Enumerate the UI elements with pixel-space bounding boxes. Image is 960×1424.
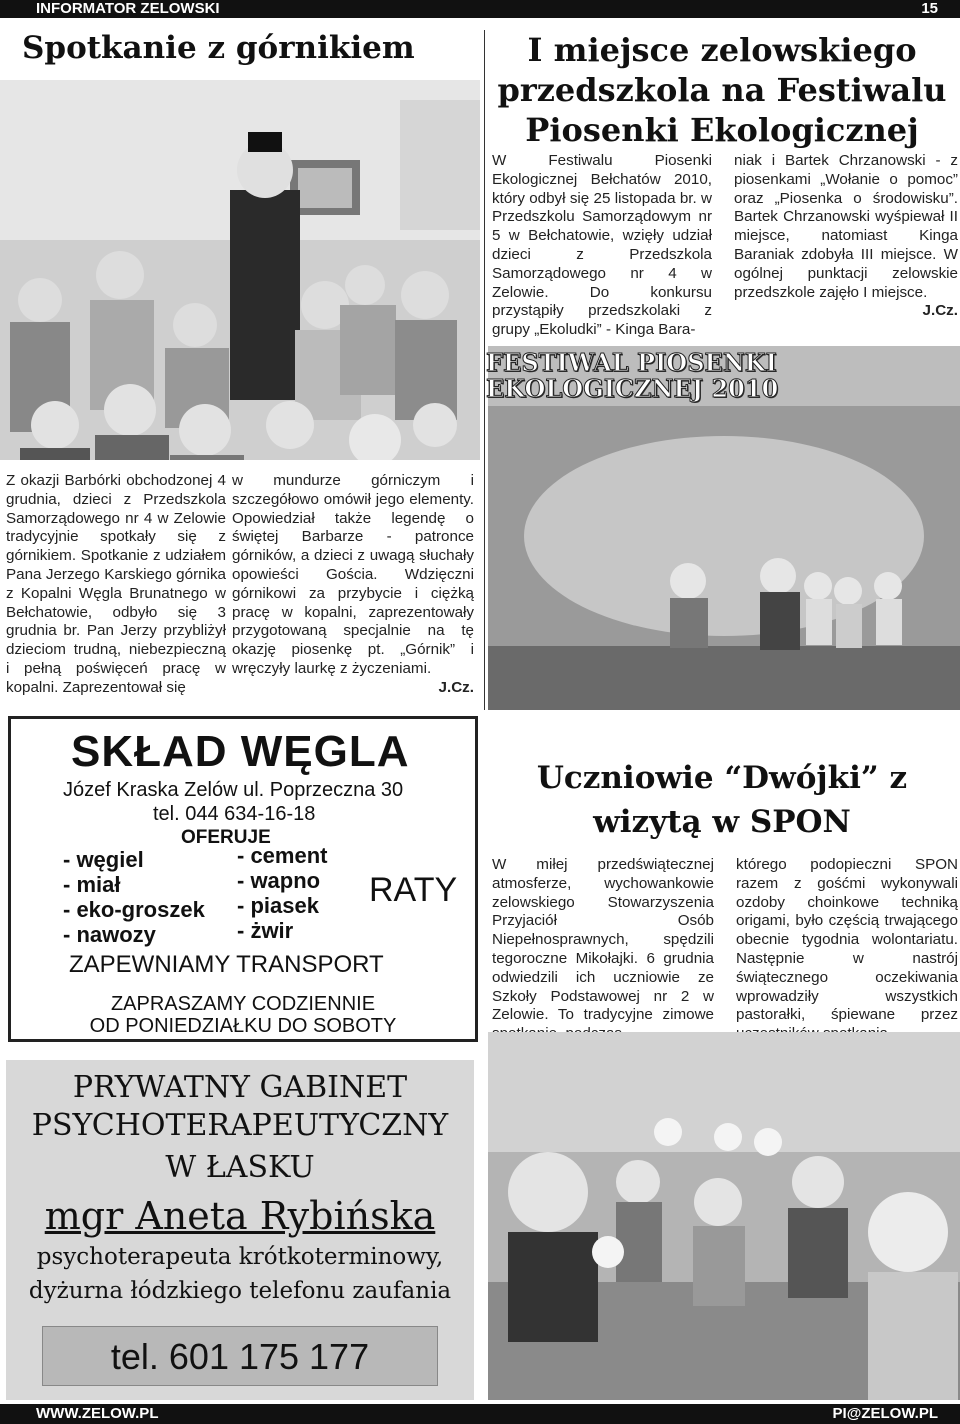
- spon-text-col2: którego podopieczni SPON razem z gośćmi wykonywali ozdoby choinkowe techniką origami, było częścią trwającego obecnie tygodnia wolontariatu. Następnie w nastrój świątecznego oczekiwania wprowadziły wszystkich pastorałki, śpiewane przez: [736, 856, 958, 1024]
- coal-ad-address: Józef Kraska Zelów ul. Poprzeczna 30: [63, 779, 404, 801]
- footer-email[interactable]: PI@ZELOW.PL: [832, 1405, 938, 1422]
- psych-ad-phone: tel. 601 175 177: [42, 1326, 438, 1386]
- psych-ad-role1: psychoterapeuta krótkoterminowy,: [36, 1244, 444, 1270]
- coal-item: - żwir: [237, 918, 294, 943]
- coal-ad-installments: RATY: [369, 871, 458, 909]
- coal-item: - eko-groszek: [63, 897, 205, 922]
- footer-website[interactable]: WWW.ZELOW.PL: [36, 1405, 159, 1422]
- publication-name: INFORMATOR ZELOWSKI: [36, 0, 220, 17]
- miner-signature: J.Cz.: [438, 678, 474, 696]
- coal-ad-offer-label: OFERUJE: [181, 827, 271, 848]
- coal-ad-invite-line1: ZAPRASZAMY CODZIENNIE: [110, 993, 376, 1015]
- psych-ad-line3: W ŁASKU: [165, 1150, 315, 1185]
- coal-ad-items-right: [237, 843, 327, 943]
- festival-text-col2: [734, 152, 958, 321]
- spon-origami-photo: [488, 1032, 960, 1400]
- footer-bar: [0, 1404, 960, 1424]
- coal-item: - cement: [237, 843, 328, 868]
- coal-item: - węgiel: [63, 847, 144, 872]
- festival-banner: [486, 350, 778, 402]
- coal-ad-invite-line2: OD PONIEDZIAŁKU DO SOBOTY: [89, 1015, 397, 1037]
- festival-signature: J.Cz.: [922, 302, 958, 320]
- header-bar: [0, 0, 960, 18]
- psychotherapy-ad: [6, 1060, 474, 1400]
- miner-children-photo: [0, 80, 480, 460]
- festival-article-title: I miejsce zelowskiego przedszkola na Festiwalu Piosenki Ekologicznej: [497, 31, 947, 149]
- coal-item: - miał: [63, 872, 121, 897]
- miner-text-col2: [232, 472, 474, 698]
- festival-text-col2-body: niak i Bartek Chrzanowski - z piosenkami „Wołanie o pomoc” oraz „Piosenka o środowisku”. Bartek Chrzanowski wyśpiewał II miejsce, natomiast Kinga Baraniak zdobyła III miejsce. W ogólnej punktacji zelowskie przedszkole zajęło I miejsce.: [734, 152, 958, 301]
- coal-ad-title: SKŁAD WĘGLA: [71, 727, 410, 776]
- psych-ad-line1: PRYWATNY GABINET: [72, 1070, 408, 1105]
- psych-ad-role2: dyżurna łódzkiego telefonu zaufania: [28, 1278, 452, 1304]
- spon-article-title: Uczniowie “Dwójki” z wizytą w SPON: [536, 760, 908, 840]
- coal-item: - piasek: [237, 893, 319, 918]
- miner-text-col2-body: w mundurze górniczym i szczegółowo omówił jego elementy. Opowiedział także legendę o świętej Barbarze - patronce górników, a dzieci z uwagą słuchały opowieści Gościa. Wdzięczni górnikowi za przybycie i ciężką pracę w kopalni, zaprezentowały przygotowaną specjalnie na tę okazję piosenkę pt. „Górnik” i wręczyły laurkę z życzeniami.: [232, 472, 474, 677]
- coal-ad-items-left: [63, 847, 205, 947]
- coal-ad-phone: tel. 044 634-16-18: [153, 803, 316, 825]
- miner-text-col1: Z okazji Barbórki obchodzonej 4 grudnia, dzieci z Przedszkola Samorządowego nr 4 w Zelowie tradycyjnie spotkały się z górnikiem. Spotkanie z udziałem Pana Jerzego Karskiego górnika z Kopalni Węgla Brunatnego w Bełchatowie, odbyło się 3 grudnia br. Pan Jerzy przybliżył dzieciom trudną, niebezpieczną i pełną poświęceń pracę w kopalni. Zaprezentował się: [6, 472, 226, 696]
- coal-ad-transport: ZAPEWNIAMY TRANSPORT: [69, 951, 384, 978]
- festival-banner-line2: EKOLOGICZNEJ 2010: [486, 374, 779, 403]
- festival-banner-line1: FESTIWAL PIOSENKI: [486, 348, 777, 377]
- page-number: 15: [921, 0, 938, 17]
- festival-text-col1: W Festiwalu Piosenki Ekologicznej Bełchatów 2010, który odbył się 25 listopada br. w Przedszkolu Samorządowym nr 5 w Bełchatowie, wzięły udział dzieci z Przedszkola Samorządowego nr 4 w Zelowie. Do konkursu przystąpiły przedszkolaki z grupy „Ekoludki” - Kinga Bara-: [492, 152, 712, 339]
- spon-text-col1: W miłej przedświątecznej atmosferze, wychowankowie zelowskiego Stowarzyszenia Przyjaciół Osób Niepełnosprawnych, spędzili tegoroczne Mikołajki. 6 grudnia odwiedzili ich uczniowie ze Szkoły Podstawowej nr 2 w Zelowie. To tradycyjne zimowe: [492, 856, 714, 1024]
- psych-ad-line2: PSYCHOTERAPEUTYCZNY: [31, 1108, 449, 1143]
- miner-article-title: Spotkanie z górnikiem: [22, 30, 415, 66]
- coal-item: - nawozy: [63, 922, 156, 947]
- coal-item: - wapno: [237, 868, 321, 893]
- psych-ad-name: mgr Aneta Rybińska: [44, 1194, 436, 1238]
- coal-ad-invite: [11, 993, 475, 1037]
- coal-yard-ad: [8, 716, 478, 1042]
